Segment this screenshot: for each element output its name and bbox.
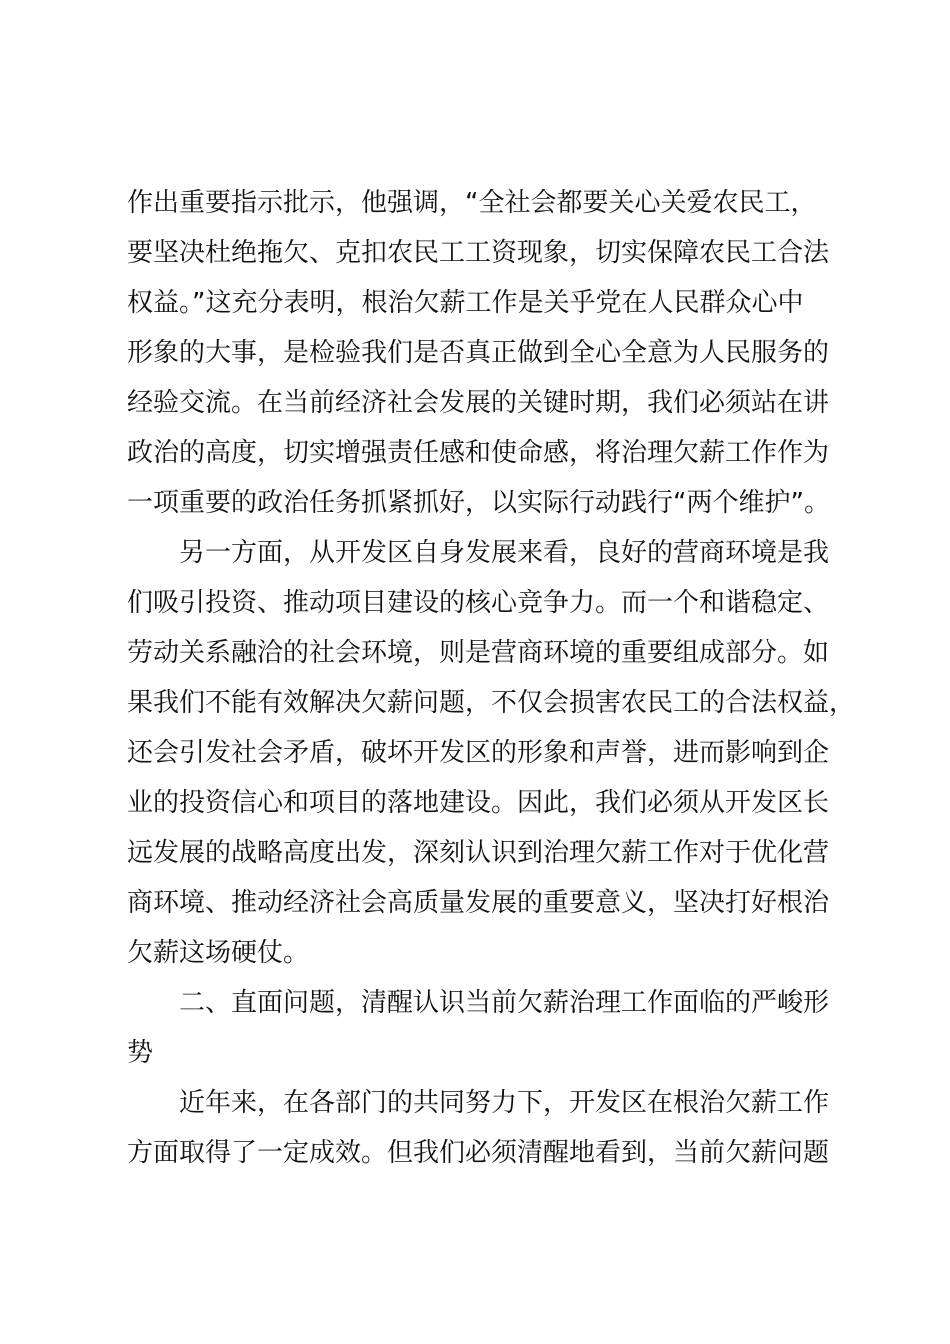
text-line: 远发展的战略高度出发，深刻认识到治理欠薪工作对于优化营 [127,838,830,868]
text-line: 业的投资信心和项目的落地建设。因此，我们必须从开发区长 [127,788,830,818]
section-heading: 二、直面问题，清醒认识当前欠薪治理工作面临的严峻形 [179,988,830,1018]
text-line: 欠薪这场硬仗。 [127,938,310,968]
text-line: 还会引发社会矛盾，破坏开发区的形象和声誉，进而影响到企 [127,738,830,768]
text-line: 经验交流。在当前经济社会发展的关键时期，我们必须站在讲 [127,388,830,418]
text-line: 果我们不能有效解决欠薪问题，不仅会损害农民工的合法权益， [127,688,856,718]
text-line: 形象的大事，是检验我们是否真正做到全心全意为人民服务的 [127,338,830,368]
paragraph-first-line: 近年来，在各部门的共同努力下，开发区在根治欠薪工作 [179,1088,830,1118]
text-line: 要坚决杜绝拖欠、克扣农民工工资现象，切实保障农民工合法 [127,238,830,268]
text-line: 一项重要的政治任务抓紧抓好，以实际行动践行“两个维护”。 [127,488,830,518]
text-line: 作出重要指示批示，他强调，“全社会都要关心关爱农民工， [127,188,817,218]
text-line: 方面取得了一定成效。但我们必须清醒地看到，当前欠薪问题 [127,1138,830,1168]
text-line: 们吸引投资、推动项目建设的核心竞争力。而一个和谐稳定、 [127,588,830,618]
text-line: 商环境、推动经济社会高质量发展的重要意义，坚决打好根治 [127,888,830,918]
document-body [127,178,856,1178]
paragraph-first-line: 另一方面，从开发区自身发展来看，良好的营商环境是我 [179,538,830,568]
text-line: 政治的高度，切实增强责任感和使命感，将治理欠薪工作作为 [127,438,830,468]
section-heading-continued: 势 [127,1038,154,1068]
text-line: 权益。”这充分表明，根治欠薪工作是关乎党在人民群众心中 [127,288,804,318]
text-line: 劳动关系融洽的社会环境，则是营商环境的重要组成部分。如 [127,638,830,668]
